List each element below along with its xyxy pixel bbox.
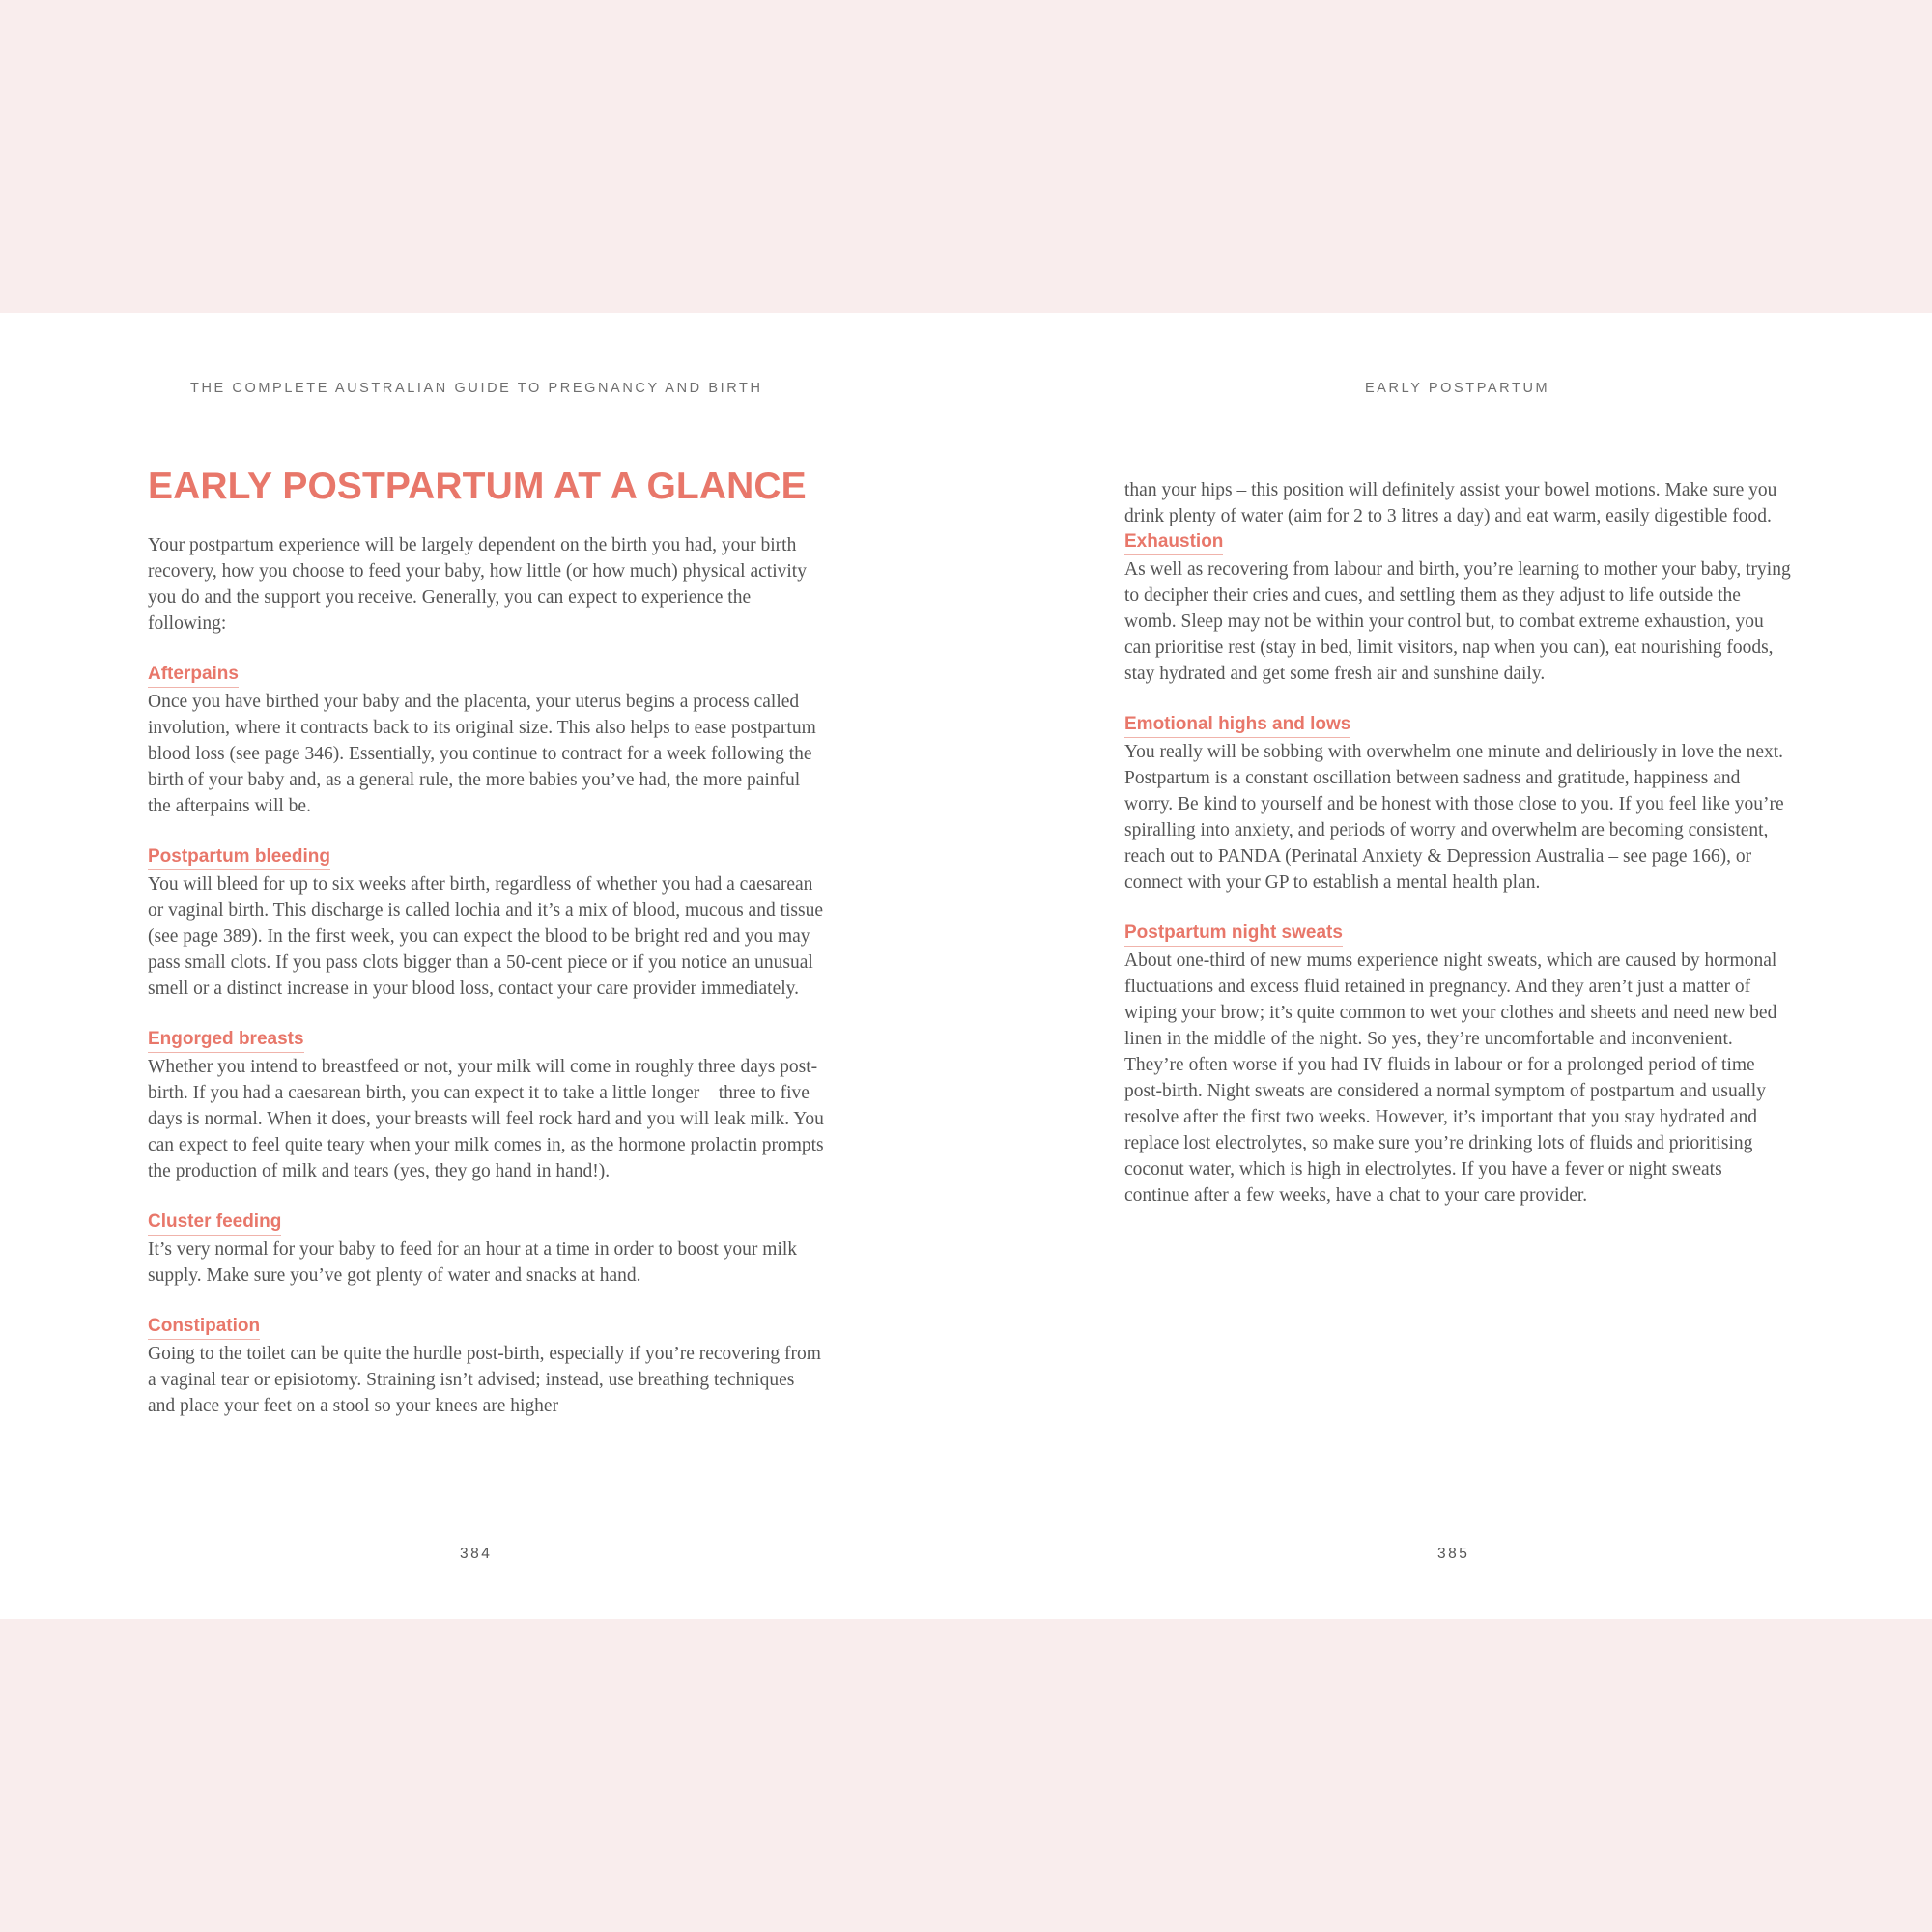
intro-paragraph: Your postpartum experience will be largely dependent on the birth you had, your birth recovery, how you choose to feed your baby, how little (or how much) physical activity you do and the support you receive. Generally, you can expect to experience the following: — [148, 535, 807, 634]
section-heading: Engorged breasts — [148, 1027, 304, 1053]
section-body: Going to the toilet can be quite the hurdle post-birth, especially if you’re recovering from a vaginal tear or episiotomy. Straining isn’t advised; instead, use breathing techniques and place your feet on a stool so your knees are higher — [148, 1344, 821, 1416]
page-number-right: 385 — [1437, 1546, 1470, 1562]
section-postpartum-bleeding — [148, 844, 824, 1002]
section-body: You really will be sobbing with overwhelm one minute and deliriously in love the next. Postpartum is a constant oscillation between sadness and gratitude, happiness and worry. Be kind to yourself and be honest with those close to you. If you feel like you’re spiralling into anxiety, and periods of worry and overwhelm are becoming consistent, reach out to PANDA (Perinatal Anxiety & Depression Australia – see page 166), or connect with your GP to establish a mental health plan. — [1124, 742, 1784, 893]
section-heading: Cluster feeding — [148, 1209, 281, 1236]
section-body: You will bleed for up to six weeks after birth, regardless of whether you had a caesarean or vaginal birth. This discharge is called lochia and it’s a mix of blood, mucous and tissue (see page 389). In the first week, you can expect the blood to be bright red and you may pass small clots. If you pass clots bigger than a 50-cent piece or if you notice an unusual smell or a distinct increase in your blood loss, contact your care provider immediately. — [148, 874, 823, 999]
section-postpartum-night-sweats — [1124, 921, 1791, 1208]
section-exhaustion — [1124, 529, 1791, 687]
section-afterpains — [148, 662, 824, 819]
running-head-left: THE COMPLETE AUSTRALIAN GUIDE TO PREGNANCY AND BIRTH — [190, 381, 763, 396]
page-number-left: 384 — [460, 1546, 493, 1562]
section-cluster-feeding — [148, 1209, 824, 1289]
section-heading: Constipation — [148, 1314, 260, 1340]
section-heading: Exhaustion — [1124, 529, 1223, 555]
page-title: EARLY POSTPARTUM AT A GLANCE — [148, 466, 807, 507]
continuation-paragraph: than your hips – this position will definitely assist your bowel motions. Make sure you drink plenty of water (aim for 2 to 3 litres a day) and eat warm, easily digestible food. — [1124, 480, 1777, 526]
right-page-column — [1124, 477, 1791, 1208]
section-body: It’s very normal for your baby to feed for an hour at a time in order to boost your milk supply. Make sure you’ve got plenty of water and snacks at hand. — [148, 1239, 798, 1286]
running-head-right: EARLY POSTPARTUM — [1365, 381, 1550, 396]
section-body: As well as recovering from labour and birth, you’re learning to mother your baby, trying to decipher their cries and cues, and settling them as they adjust to life outside the womb. Sleep may not be within your control but, to combat extreme exhaustion, you can prioritise rest (stay in bed, limit visitors, nap when you can), eat nourishing foods, stay hydrated and get some fresh air and sunshine daily. — [1124, 559, 1791, 684]
section-heading: Postpartum night sweats — [1124, 921, 1343, 947]
section-constipation — [148, 1314, 824, 1419]
section-engorged-breasts — [148, 1027, 824, 1184]
left-page-column — [148, 463, 824, 1419]
section-heading: Postpartum bleeding — [148, 844, 330, 870]
section-heading: Afterpains — [148, 662, 239, 688]
section-heading: Emotional highs and lows — [1124, 712, 1350, 738]
section-body: Whether you intend to breastfeed or not, your milk will come in roughly three days post-birth. If you had a caesarean birth, you can expect it to take a little longer – three to five days is normal. When it does, your breasts will feel rock hard and you will leak milk. You can expect to feel quite teary when your milk comes in, as the hormone prolactin prompts the production of milk and tears (yes, they go hand in hand!). — [148, 1057, 824, 1181]
section-body: Once you have birthed your baby and the placenta, your uterus begins a process called involution, where it contracts back to its original size. This also helps to ease postpartum blood loss (see page 346). Essentially, you continue to contract for a week following the birth of your baby and, as a general rule, the more babies you’ve had, the more painful the afterpains will be. — [148, 692, 816, 816]
book-spread — [0, 313, 1932, 1619]
section-emotional-highs-and-lows — [1124, 712, 1791, 895]
section-body: About one-third of new mums experience night sweats, which are caused by hormonal fluctuations and excess fluid retained in pregnancy. And they aren’t just a matter of wiping your brow; it’s quite common to wet your clothes and sheets and need new bed linen in the middle of the night. So yes, they’re uncomfortable and inconvenient. They’re often worse if you had IV fluids in labour or for a prolonged period of time post-birth. Night sweats are considered a normal symptom of postpartum and usually resolve after the first two weeks. However, it’s important that you stay hydrated and replace lost electrolytes, so make sure you’re drinking lots of fluids and prioritising coconut water, which is high in electrolytes. If you have a fever or night sweats continue after a few weeks, have a chat to your care provider. — [1124, 951, 1777, 1206]
